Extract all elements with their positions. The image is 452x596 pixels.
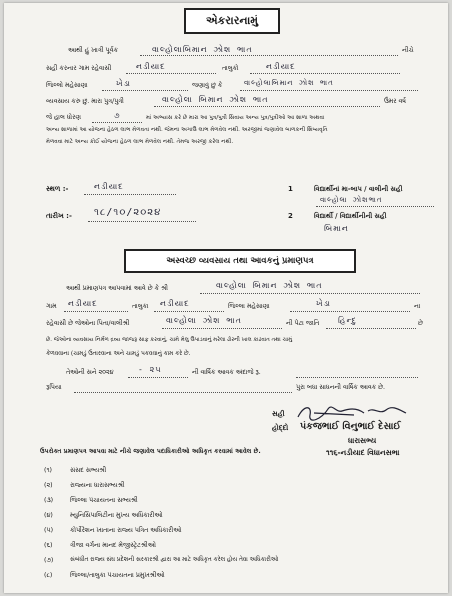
district-handwritten: ખેડા <box>116 79 131 88</box>
cert-rupees-suffix: પુરા બધા સાધનની વાર્ષિક આવક છે. <box>296 384 385 391</box>
cert-line2-suffix: ના <box>414 303 421 310</box>
authority-number: (૮) <box>44 572 53 579</box>
cert-rupees-label: રૂપિયા <box>46 384 62 391</box>
official-designation-stamp: ધારાસભ્ય <box>348 436 377 445</box>
cert-father-handwritten: વાલ્હોલા ઝોશ ભાત <box>166 316 242 325</box>
fill-line <box>64 311 128 312</box>
authority-item: જિલ્લા પંચાયતના સભ્યશ્રી <box>70 497 138 504</box>
intro-line3-prefix: જિલ્લો મહેસાણા <box>46 82 88 89</box>
student-signature-handwritten: બિમાન <box>324 224 349 233</box>
fill-line <box>126 73 216 74</box>
authority-item: મ્યુનિસિપાલિટીના મુખ્ય અધિકારીઓ <box>70 512 163 519</box>
sig-item2-number: 2 <box>288 212 293 220</box>
cert-taluka-label: તાલુકા <box>132 303 149 310</box>
taluka-label: તાલુકો <box>222 65 239 72</box>
intro-line2-prefix: સહી કરનાર ગામ રહેવાસી <box>46 65 112 72</box>
fill-line <box>162 328 282 329</box>
intro-line4-suffix: ઉંમર વર્ષ <box>384 98 406 105</box>
authorities-heading: ઉપરોક્ત પ્રમાણપત્ર આપવા માટે નીચે જણાવેલ પદાધિકારીઓ અધિકૃત કરવામાં આવેલ છે. <box>40 448 261 455</box>
fill-line <box>74 392 292 393</box>
declarant-name-handwritten: વાલ્હોલાબિમાન ઝોશ ભાત <box>152 45 253 54</box>
village-handwritten: નડીયાદ <box>136 62 166 71</box>
fill-line <box>102 90 188 91</box>
intro-line5-rest: માં અભ્યાસ કરે છે મારા આ પુત્ર/પુત્રી સિવાય અન્ય પુત્ર/પુત્રીઓ આ શાળા અથવા <box>146 115 325 121</box>
cert-income-prefix: તેઓની સને ૨૦૨૪ <box>66 369 114 376</box>
cert-line5: કેળવવાના (ચામડું ઉતારવાના અને ચામડું પકવવાનું કામ કરે છે. <box>46 351 191 357</box>
official-hoddo-label: હોદ્દો <box>272 424 289 432</box>
cert-gam-label: ગામ <box>46 303 57 310</box>
intro-line1-suffix: નીચે <box>402 47 414 54</box>
authority-number: (૬) <box>44 542 53 549</box>
fill-line <box>326 328 416 329</box>
taluka-handwritten: નડીયાદ <box>266 62 296 71</box>
cert-year-handwritten: - ૨૫ <box>138 365 162 374</box>
fill-line <box>290 311 410 312</box>
sig-item2-label: વિદ્યાર્થી / વિદ્યાર્થીનીની સહી <box>314 212 387 220</box>
fill-line <box>154 311 224 312</box>
authority-number: (૨) <box>44 482 53 489</box>
cert-line1-prefix: આથી પ્રમાણપત્ર આપવામાં આવે છે કે શ્રી <box>66 285 168 292</box>
authority-number: (૪) <box>44 512 53 519</box>
cert-line3-suffix: છે <box>418 320 423 327</box>
cert-income-suffix: ની વાર્ષિક આવક અંદાજે રૂ. <box>192 369 261 376</box>
cert-district-handwritten: ખેડા <box>316 299 331 308</box>
document-title: એકરારનામું <box>184 8 280 34</box>
date-label: તારીખ :- <box>46 212 72 220</box>
intro-line1-prefix: આથી હું ખાત્રી પૂર્વક <box>68 47 118 54</box>
date-value-handwritten: ૧૮/૧૦/૨૦૨૪ <box>94 207 162 218</box>
authority-number: (૭) <box>44 557 54 564</box>
intro-line6: અન્ય શાળામાં આ યોજના હેઠળ લાભ મેળવતા નથી. જેમના અગાઉ લાભ મેળવેલ નથી. અરજીમાં જણાવેલ બાળકની શિષ્યવૃતિ <box>46 127 328 133</box>
document-page <box>4 3 448 593</box>
intro-line7: મેળવવા માટે અન્ય કોઈ યોજના હેઠળ લાભ મેળવેલ નથી. તેમજ અરજી કરેલ નથી. <box>46 139 234 145</box>
fill-line <box>240 90 418 91</box>
authority-item: ત્રીજા વર્ગના માનદ મેજીસ્ટ્રેટશ્રીઓ <box>70 542 156 549</box>
fill-line <box>250 73 400 74</box>
parent-signature-handwritten: વાલ્હોલા ઝોશભાત <box>320 196 383 204</box>
parent-name-handwritten: વાલ્હોલાબિમાન ઝોશ ભાત <box>244 79 334 87</box>
fill-line <box>154 106 380 107</box>
standard-handwritten: ૭ <box>114 111 121 120</box>
certificate-section-title: અસ્વચ્છ વ્યવસાય તથા આવકનું પ્રમાણપત્ર <box>124 249 356 273</box>
fill-line <box>84 194 176 195</box>
cert-line3-prefix: રહેવાસી છે જેઓના પિતા/વાલીશ્રી <box>46 320 130 327</box>
cert-line4: છે. જેઓના વ્યવસાય નિર્મળ દ્રવ્ય જાજરૂ સાફ કરવાનું, ચામે મેલુ ઉપાડવાનું મરેલા ઢોરની ખાલ કાઢવાત તથા ચામું <box>46 337 293 343</box>
official-signature-scribble <box>294 401 424 423</box>
fill-line <box>128 377 188 378</box>
child-name-handwritten: વાલ્હોલા બિમાન ઝોશ ભાત <box>162 95 269 104</box>
intro-line4-prefix: વ્યવસાય કરુ છું. મારા પુત્ર/પુત્રી <box>46 98 124 105</box>
authority-item: કોર્પોરેશન ખાતાના રાજ્ય પત્રિત અધિકારીઓ <box>70 527 182 534</box>
cert-taluka-handwritten: નડીયાદ <box>160 299 190 308</box>
fill-line <box>140 55 398 56</box>
janmu-label: જણાવું છું કે <box>192 82 223 89</box>
official-name-stamp: પંકજભાઈ વિનુભાઈ દેસાઈ <box>300 421 401 432</box>
cert-line3-mid: ની પેટા જાતિ <box>286 320 320 327</box>
cert-district-label: જિલ્લા મહેસાણા <box>228 303 270 310</box>
fill-line <box>200 293 420 294</box>
place-label: સ્થળ :- <box>46 185 69 193</box>
authority-item: સંસદ સભ્યશ્રી <box>70 467 107 474</box>
fill-line <box>316 206 434 207</box>
fill-line <box>92 122 142 123</box>
cert-caste-handwritten: હિન્દુ <box>338 316 357 325</box>
authority-item: સંબંધીત રાજ્ય સંઘ પ્રદેશની સરકારશ્રી દ્વારા આ માટે અધિકૃત કરેલ હોય તેવા અધિકારીઓ <box>70 557 279 563</box>
cert-village-handwritten: નડીયાદ <box>68 299 98 308</box>
authority-item: રાજ્યના ધારાસભ્યશ્રી <box>70 482 125 489</box>
sig-item1-label: વિદ્યાર્થીનાં મા-બાપ / વાલીની સહી <box>314 185 403 193</box>
fill-line <box>296 377 418 378</box>
sig-item1-number: 1 <box>288 185 293 193</box>
official-constituency-stamp: ૧૧૬-નડીયાદ વિધાનસભા <box>326 448 400 457</box>
authority-item: જિલ્લા/તાલુકા પંચાયતના પ્રમુખશ્રીઓ <box>70 572 165 579</box>
official-sahi-label: સહી <box>272 410 285 418</box>
authority-number: (૧) <box>44 467 52 474</box>
authority-number: (૫) <box>44 527 54 534</box>
place-value-handwritten: નડીયાદ <box>94 182 124 191</box>
intro-line5-prefix: જે હાલ ધોરણ <box>46 114 81 121</box>
cert-name-handwritten: વાલ્હોલા બિમાન ઝોશ ભાત <box>216 281 323 290</box>
fill-line <box>88 221 196 222</box>
authority-number: (૩) <box>44 497 54 504</box>
